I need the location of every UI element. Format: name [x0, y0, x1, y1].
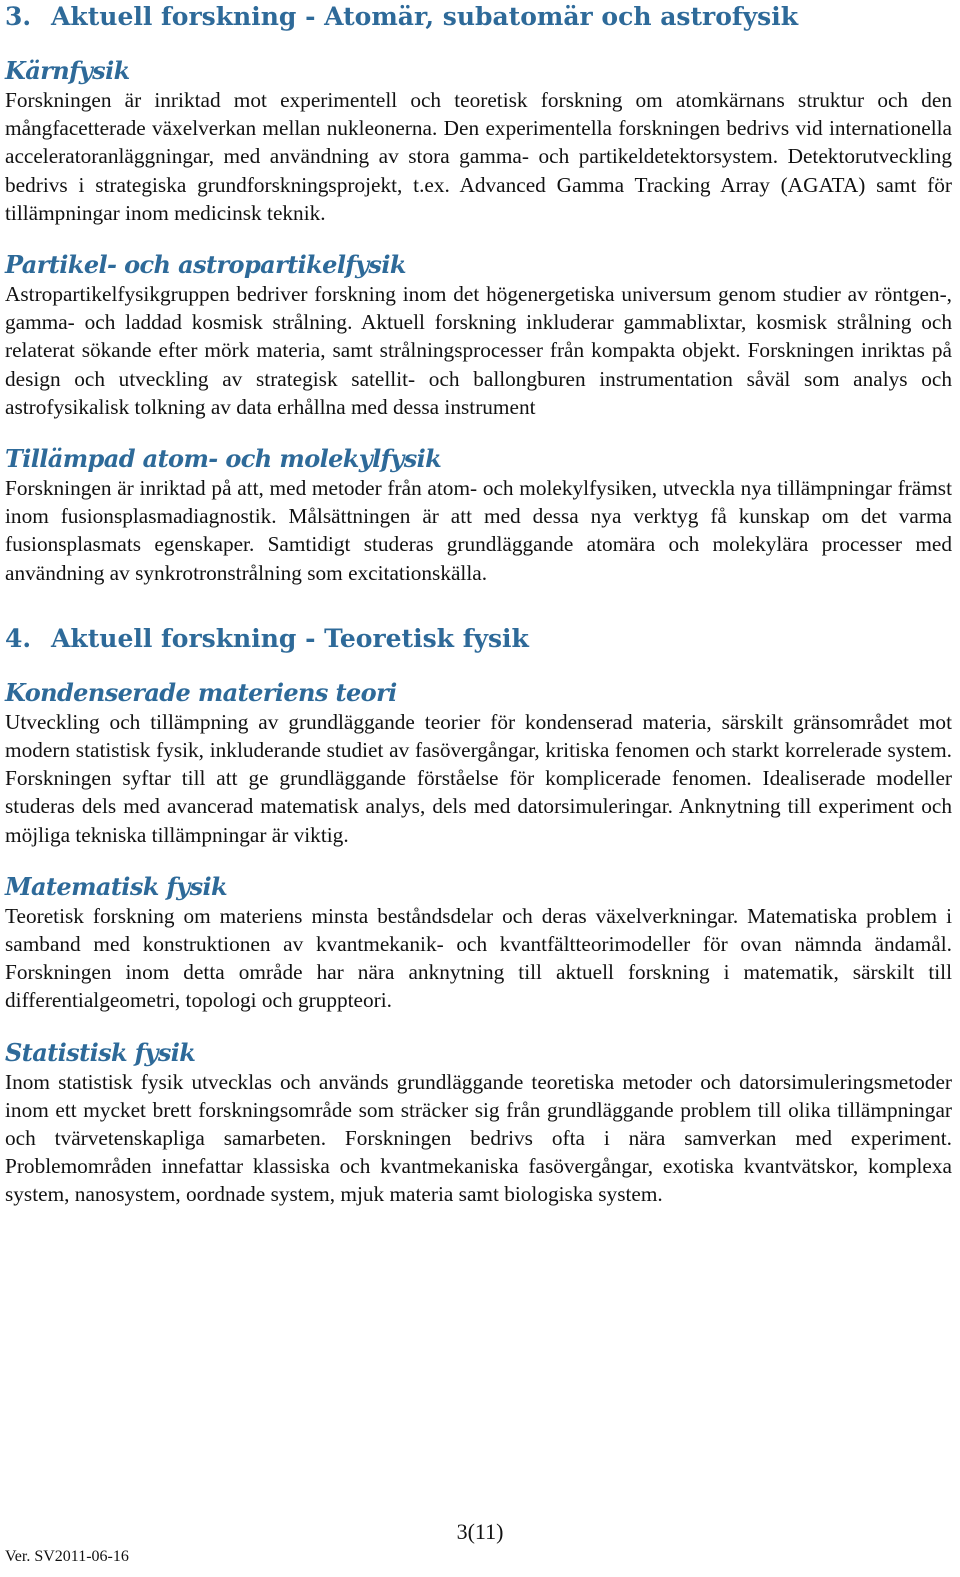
subsection-atomfysik-body: Forskningen är inriktad på att, med metoder från atom- och molekylfysiken, utveckla nya tillämpningar främst inom fusionsplasmadiagnostik. Målsättningen är att med dessa nya verktyg få kunskap om det varma fusionsplasmats egenskaper. Samtidigt studeras grundläggande atomära och molekylära processer med användning av synkrotronstrålning som excitationskälla. [5, 476, 952, 585]
subsection-kondenserade-heading: Kondenserade materiens teori [5, 677, 397, 707]
version-label: Ver. SV2011-06-16 [5, 1548, 129, 1565]
subsection-statistisk-body: Inom statistisk fysik utvecklas och används grundläggande teoretiska metoder och datorsimuleringsmetoder inom ett mycket brett forskningsområde som sträcker sig från grundläggande problem till olika tillämpningar och tvärvetenskapliga samarbeten. Forskningen bedrivs ofta i nära samverkan med experiment. Problemområden innefattar klassiska och kvantmekaniska fasövergångar, exotiska kvantvätskor, komplexa system, nanosystem, oordnade system, mjuk materia samt biologiska system. [5, 1069, 952, 1207]
subsection-karnfysik-body: Forskningen är inriktad mot experimentell och teoretisk forskning om atomkärnans struktur och den mångfacetterade växelverkan mellan nukleonerna. Den experimentella forskningen bedrivs vid internationella acceleratoranläggningar, med användning av stora gamma- och partikeldetektorsystem. Detektorutveckling bedrivs i strategiska grundforskningsprojekt, t.ex. Advanced Gamma Tracking Array (AGATA) samt för tillämpningar inom medicinsk teknik. [5, 88, 952, 225]
page-number: 3(11) [456, 1519, 504, 1544]
subsection-atomfysik-heading: Tillämpad atom- och molekylfysik [5, 444, 442, 474]
section-4-title: Aktuell forskning - Teoretisk fysik [51, 623, 529, 653]
subsection-statistisk-heading: Statistisk fysik [5, 1037, 196, 1067]
subsection-partikelfysik-body: Astropartikelfysikgruppen bedriver forskning inom det högenergetiska universum genom studier av röntgen-, gamma- och laddad kosmisk strålning. Aktuell forskning inkluderar gammablixtar, kosmisk strålning och relaterat sökande efter mörk materia, samt strålningsprocesser från kompakta objekt. Forskningen inriktas på design och utveckling av strategisk satellit- och ballongburen instrumentation såväl som analys och astrofysikalisk tolkning av data erhållna med dessa instrument [5, 282, 952, 419]
subsection-matematisk-body: Teoretisk forskning om materiens minsta beståndsdelar och deras växelverkningar. Matematiska problem i samband med konstruktionen av kvantmekanik- och kvantfältteorimodeller för ovan nämnda ändamål. Forskningen inom detta område har nära anknytning till aktuell forskning i matematik, särskilt till differentialgeometri, topologi och gruppteori. [5, 903, 952, 1013]
section-4-heading [5, 623, 952, 655]
section-3-title: Aktuell forskning - Atomär, subatomär och astrofysik [51, 2, 799, 31]
section-4-number: 4. [5, 623, 32, 653]
subsection-kondenserade-body: Utveckling och tillämpning av grundläggande teorier för kondenserad materia, särskilt gränsområdet mot modern statistisk fysik, inkluderande studiet av fasövergångar, kritiska fenomen och starkt korrelerade system. Forskningen syftar till att ge grundläggande förståelse för komplicerade fenomen. Idealiserade modeller studeras dels med avancerad matematisk analys, dels med datorsimuleringar. Anknytning till experiment och möjliga tekniska tillämpningar är viktig. [5, 709, 952, 847]
subsection-karnfysik-heading: Kärnfysik [5, 56, 130, 85]
subsection-partikelfysik-heading: Partikel- och astropartikelfysik [5, 250, 406, 280]
document-page [5, 0, 952, 1209]
subsection-matematisk-heading: Matematisk fysik [5, 871, 228, 901]
section-3-heading [5, 1, 952, 33]
section-3-number: 3. [5, 2, 32, 31]
